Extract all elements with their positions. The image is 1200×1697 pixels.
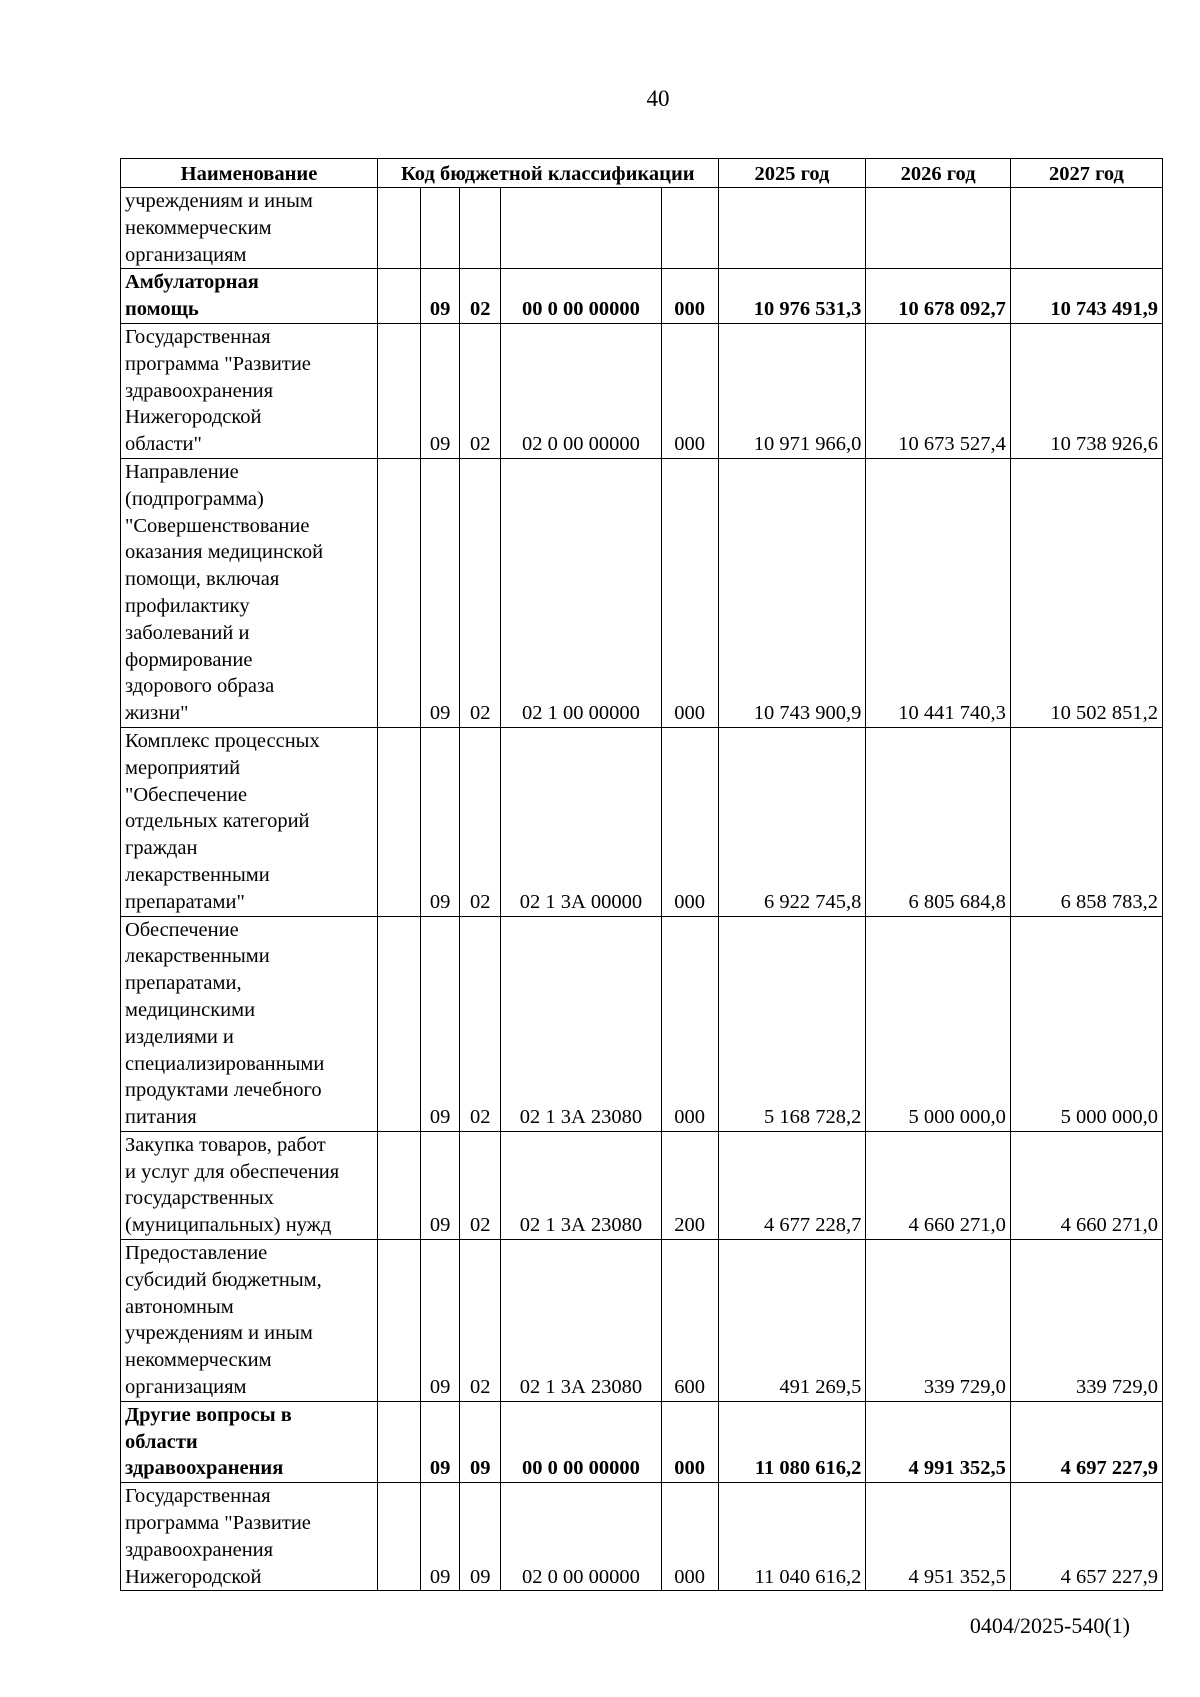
row-value-2026: 10 678 092,7 bbox=[866, 269, 1011, 324]
row-section-code: 09 bbox=[420, 323, 460, 458]
row-name bbox=[121, 188, 378, 269]
row-name-line: здорового образа bbox=[125, 675, 275, 698]
row-section-code: 09 bbox=[420, 1401, 460, 1482]
row-subsection-code: 09 bbox=[460, 1483, 501, 1591]
row-name-line: организациям bbox=[125, 243, 247, 266]
row-name-line: лекарственными bbox=[125, 863, 270, 886]
row-expense-type-code: 000 bbox=[661, 1401, 718, 1482]
header-2025: 2025 год bbox=[718, 159, 866, 188]
row-name bbox=[121, 1483, 378, 1591]
row-section-code: 09 bbox=[420, 1483, 460, 1591]
row-value-2027 bbox=[1010, 188, 1162, 269]
row-value-2027: 4 660 271,0 bbox=[1010, 1131, 1162, 1239]
header-name: Наименование bbox=[121, 159, 378, 188]
row-value-2025: 4 677 228,7 bbox=[718, 1131, 866, 1239]
table-row bbox=[121, 916, 1163, 1131]
row-name-line: Обеспечение bbox=[125, 918, 239, 941]
row-name-line: "Совершенствование bbox=[125, 514, 310, 537]
row-value-2025: 10 971 966,0 bbox=[718, 323, 866, 458]
row-name-line: специализированными bbox=[125, 1052, 325, 1075]
row-blank-code bbox=[378, 188, 421, 269]
row-name-line: питания bbox=[125, 1106, 197, 1129]
row-value-2025: 11 040 616,2 bbox=[718, 1483, 866, 1591]
row-name bbox=[121, 916, 378, 1131]
row-blank-code bbox=[378, 1240, 421, 1402]
row-value-2025: 11 080 616,2 bbox=[718, 1401, 866, 1482]
row-name-line: лекарственными bbox=[125, 945, 270, 968]
row-name bbox=[121, 458, 378, 727]
row-subsection-code: 02 bbox=[460, 916, 501, 1131]
row-target-code: 02 1 3А 23080 bbox=[501, 1131, 662, 1239]
row-subsection-code: 02 bbox=[460, 1240, 501, 1402]
budget-table bbox=[120, 158, 1163, 1591]
row-value-2027: 339 729,0 bbox=[1010, 1240, 1162, 1402]
row-name-line: области" bbox=[125, 433, 202, 456]
row-section-code: 09 bbox=[420, 916, 460, 1131]
row-name-line: препаратами" bbox=[125, 890, 245, 913]
row-blank-code bbox=[378, 727, 421, 916]
row-subsection-code bbox=[460, 188, 501, 269]
row-target-code: 00 0 00 00000 bbox=[501, 1401, 662, 1482]
row-value-2027: 10 502 851,2 bbox=[1010, 458, 1162, 727]
row-name-line: здравоохранения bbox=[125, 379, 274, 402]
row-name-line: некоммерческим bbox=[125, 216, 272, 239]
row-name-line: Нижегородской bbox=[125, 1565, 262, 1588]
row-value-2026: 6 805 684,8 bbox=[866, 727, 1011, 916]
table-row bbox=[121, 1483, 1163, 1591]
row-value-2026: 4 660 271,0 bbox=[866, 1131, 1011, 1239]
row-name-line: Государственная bbox=[125, 325, 271, 348]
header-2027: 2027 год bbox=[1010, 159, 1162, 188]
row-section-code: 09 bbox=[420, 1131, 460, 1239]
row-name-line: государственных bbox=[125, 1187, 274, 1210]
row-target-code: 02 1 3А 00000 bbox=[501, 727, 662, 916]
row-name-line: Государственная bbox=[125, 1485, 271, 1508]
row-name-line: (подпрограмма) bbox=[125, 487, 264, 510]
row-value-2026: 339 729,0 bbox=[866, 1240, 1011, 1402]
row-name-line: Амбулаторная bbox=[125, 271, 259, 294]
table-header-row bbox=[121, 159, 1163, 188]
row-name-line: (муниципальных) нужд bbox=[125, 1214, 332, 1237]
row-target-code: 02 0 00 00000 bbox=[501, 323, 662, 458]
row-name-line: Направление bbox=[125, 460, 239, 483]
table-row bbox=[121, 1131, 1163, 1239]
row-name bbox=[121, 1401, 378, 1482]
row-name-line: профилактику bbox=[125, 594, 250, 617]
row-name bbox=[121, 727, 378, 916]
row-blank-code bbox=[378, 1131, 421, 1239]
row-name-line: граждан bbox=[125, 837, 198, 860]
row-name-line: учреждениям и иным bbox=[125, 1322, 313, 1345]
row-name-line: учреждениям и иным bbox=[125, 190, 313, 212]
row-value-2026: 4 951 352,5 bbox=[866, 1483, 1011, 1591]
row-value-2026: 10 441 740,3 bbox=[866, 458, 1011, 727]
table-row bbox=[121, 269, 1163, 324]
row-name-line: мероприятий bbox=[125, 756, 241, 779]
row-value-2027: 4 657 227,9 bbox=[1010, 1483, 1162, 1591]
row-name-line: здравоохранения bbox=[125, 1538, 274, 1561]
row-value-2026 bbox=[866, 188, 1011, 269]
row-value-2027: 4 697 227,9 bbox=[1010, 1401, 1162, 1482]
row-name-line: Нижегородской bbox=[125, 406, 262, 429]
row-name-line: продуктами лечебного bbox=[125, 1079, 322, 1102]
row-value-2025: 5 168 728,2 bbox=[718, 916, 866, 1131]
row-value-2026: 10 673 527,4 bbox=[866, 323, 1011, 458]
row-name-line: медицинскими bbox=[125, 998, 256, 1021]
row-expense-type-code: 000 bbox=[661, 727, 718, 916]
row-name-line: изделиями и bbox=[125, 1025, 234, 1048]
row-section-code: 09 bbox=[420, 269, 460, 324]
row-name-line: Предоставление bbox=[125, 1242, 268, 1265]
row-name bbox=[121, 269, 378, 324]
row-expense-type-code: 200 bbox=[661, 1131, 718, 1239]
row-expense-type-code bbox=[661, 188, 718, 269]
row-blank-code bbox=[378, 458, 421, 727]
row-name bbox=[121, 1131, 378, 1239]
row-name-line: области bbox=[125, 1430, 198, 1453]
row-name-line: субсидий бюджетным, bbox=[125, 1268, 322, 1291]
header-2026: 2026 год bbox=[866, 159, 1011, 188]
row-name-line: программа "Развитие bbox=[125, 352, 311, 375]
row-name-line: отдельных категорий bbox=[125, 810, 310, 833]
row-name-line: и услуг для обеспечения bbox=[125, 1160, 340, 1183]
page-number: 40 bbox=[646, 86, 670, 111]
row-subsection-code: 02 bbox=[460, 727, 501, 916]
row-blank-code bbox=[378, 1401, 421, 1482]
row-value-2027: 5 000 000,0 bbox=[1010, 916, 1162, 1131]
row-value-2027: 6 858 783,2 bbox=[1010, 727, 1162, 916]
table-row bbox=[121, 188, 1163, 269]
row-expense-type-code: 000 bbox=[661, 458, 718, 727]
document-code: 0404/2025-540(1) bbox=[969, 1613, 1130, 1638]
header-code: Код бюджетной классификации bbox=[378, 159, 719, 188]
row-name-line: формирование bbox=[125, 648, 253, 671]
row-value-2027: 10 738 926,6 bbox=[1010, 323, 1162, 458]
row-subsection-code: 02 bbox=[460, 458, 501, 727]
row-subsection-code: 09 bbox=[460, 1401, 501, 1482]
row-target-code bbox=[501, 188, 662, 269]
row-section-code bbox=[420, 188, 460, 269]
row-target-code: 02 0 00 00000 bbox=[501, 1483, 662, 1591]
row-value-2026: 4 991 352,5 bbox=[866, 1401, 1011, 1482]
row-subsection-code: 02 bbox=[460, 1131, 501, 1239]
row-name-line: организациям bbox=[125, 1376, 247, 1399]
row-name bbox=[121, 323, 378, 458]
row-name-line: Комплекс процессных bbox=[125, 729, 320, 752]
table-body bbox=[121, 188, 1163, 1591]
row-blank-code bbox=[378, 323, 421, 458]
table-row bbox=[121, 1401, 1163, 1482]
row-expense-type-code: 000 bbox=[661, 916, 718, 1131]
table-row bbox=[121, 1240, 1163, 1402]
row-expense-type-code: 000 bbox=[661, 323, 718, 458]
table-row bbox=[121, 458, 1163, 727]
row-blank-code bbox=[378, 916, 421, 1131]
row-name-line: Закупка товаров, работ bbox=[125, 1133, 326, 1156]
row-name-line: препаратами, bbox=[125, 972, 242, 995]
row-expense-type-code: 000 bbox=[661, 1483, 718, 1591]
row-name bbox=[121, 1240, 378, 1402]
row-value-2026: 5 000 000,0 bbox=[866, 916, 1011, 1131]
row-name-line: "Обеспечение bbox=[125, 783, 248, 806]
row-section-code: 09 bbox=[420, 1240, 460, 1402]
row-subsection-code: 02 bbox=[460, 323, 501, 458]
row-blank-code bbox=[378, 1483, 421, 1591]
row-expense-type-code: 000 bbox=[661, 269, 718, 324]
row-value-2025: 491 269,5 bbox=[718, 1240, 866, 1402]
row-value-2025: 6 922 745,8 bbox=[718, 727, 866, 916]
row-value-2025: 10 743 900,9 bbox=[718, 458, 866, 727]
row-section-code: 09 bbox=[420, 727, 460, 916]
row-subsection-code: 02 bbox=[460, 269, 501, 324]
row-value-2025: 10 976 531,3 bbox=[718, 269, 866, 324]
row-name-line: помощь bbox=[125, 298, 199, 321]
row-value-2027: 10 743 491,9 bbox=[1010, 269, 1162, 324]
row-name-line: жизни" bbox=[125, 702, 189, 725]
row-expense-type-code: 600 bbox=[661, 1240, 718, 1402]
table-row bbox=[121, 727, 1163, 916]
row-blank-code bbox=[378, 269, 421, 324]
row-name-line: программа "Развитие bbox=[125, 1512, 311, 1535]
row-target-code: 00 0 00 00000 bbox=[501, 269, 662, 324]
row-name-line: оказания медицинской bbox=[125, 541, 324, 564]
row-section-code: 09 bbox=[420, 458, 460, 727]
row-name-line: автономным bbox=[125, 1295, 234, 1318]
row-name-line: помощи, включая bbox=[125, 568, 280, 591]
table-row bbox=[121, 323, 1163, 458]
row-name-line: Другие вопросы в bbox=[125, 1403, 292, 1426]
row-name-line: здравоохранения bbox=[125, 1457, 284, 1480]
row-value-2025 bbox=[718, 188, 866, 269]
row-target-code: 02 1 3А 23080 bbox=[501, 916, 662, 1131]
row-target-code: 02 1 00 00000 bbox=[501, 458, 662, 727]
row-name-line: заболеваний и bbox=[125, 621, 250, 644]
row-name-line: некоммерческим bbox=[125, 1349, 272, 1372]
row-target-code: 02 1 3А 23080 bbox=[501, 1240, 662, 1402]
